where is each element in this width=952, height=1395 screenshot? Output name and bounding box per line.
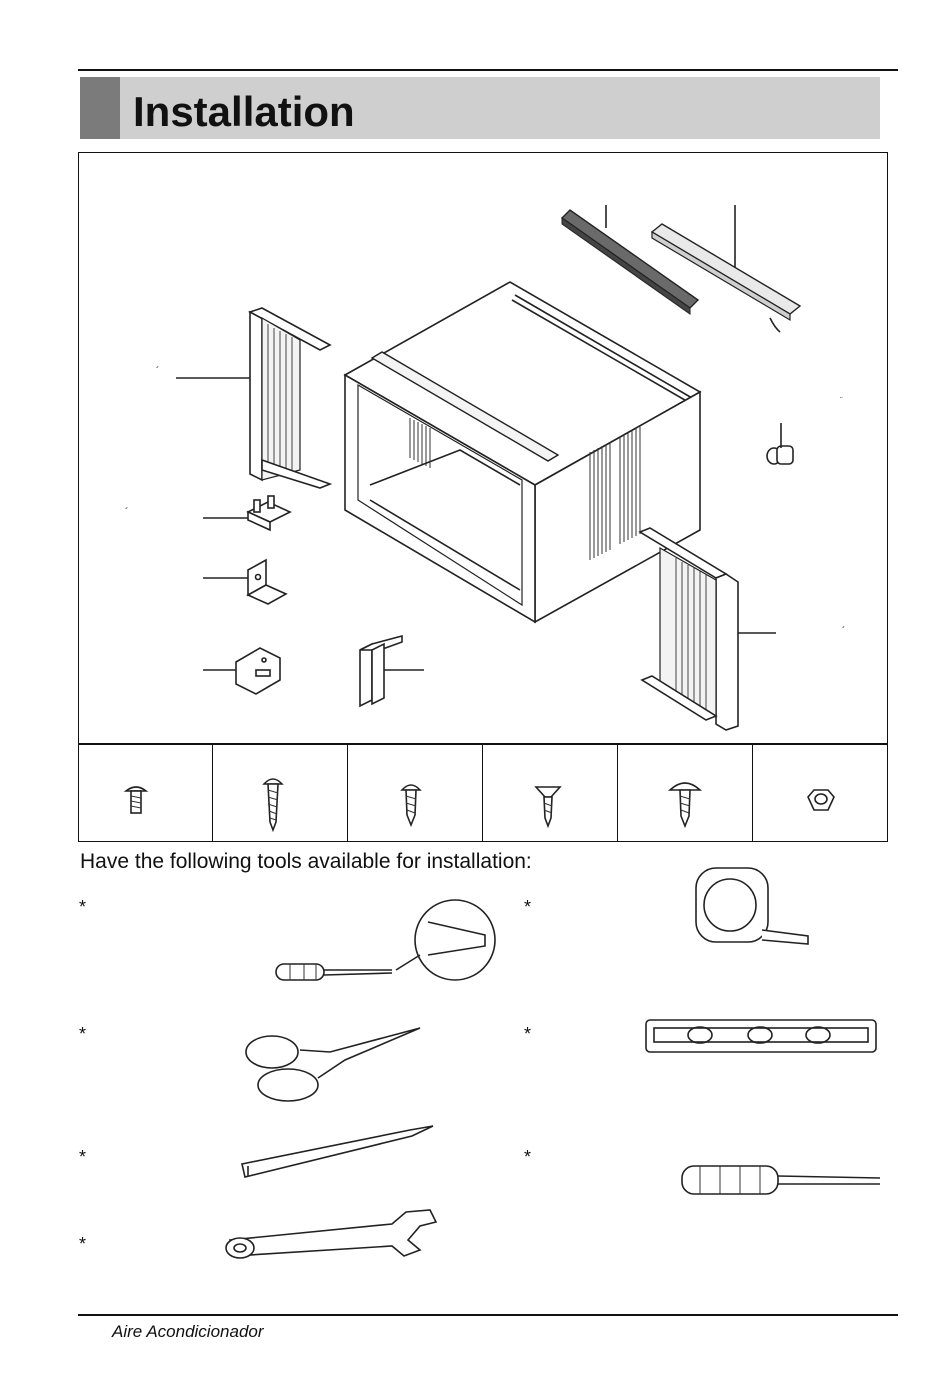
tool-bullet-2: *	[79, 1024, 87, 1044]
tool-bullet-5: *	[524, 897, 532, 917]
frame-bracket	[248, 496, 290, 530]
tool-bullet-3: *	[79, 1147, 87, 1167]
screw-type-e-icon	[670, 783, 700, 826]
bottom-rule	[78, 1314, 898, 1316]
pencil-icon	[242, 1126, 433, 1177]
hex-nut-icon	[808, 790, 834, 810]
tool-bullet-6: *	[524, 1024, 532, 1044]
svg-text:´: ´	[125, 507, 129, 518]
screw-type-a-icon	[126, 787, 146, 813]
tape-measure-icon	[696, 868, 808, 944]
footer-product-name: Aire Acondicionador	[112, 1322, 264, 1341]
level-icon	[646, 1020, 876, 1052]
screw-type-d-icon	[536, 787, 560, 826]
tool-bullet-1: *	[79, 897, 87, 917]
angle-bracket	[248, 560, 286, 604]
screw-type-c-icon	[402, 785, 420, 825]
svg-text:¨: ¨	[840, 396, 843, 405]
scissors-icon	[246, 1028, 420, 1101]
support-bracket	[360, 636, 402, 706]
sill-bracket	[236, 648, 280, 694]
left-curtain-frame	[250, 308, 330, 488]
page-title: Installation	[133, 88, 355, 135]
svg-text:´: ´	[842, 626, 846, 637]
right-curtain-frame	[640, 528, 738, 730]
cabinet	[345, 282, 700, 622]
svg-text:´: ´	[156, 366, 160, 377]
screw-type-b-icon	[264, 779, 282, 830]
foam-seal-strip	[562, 210, 698, 314]
tool-bullet-4: *	[79, 1234, 87, 1254]
tool-bullet-7: *	[524, 1147, 532, 1167]
flat-screwdriver-icon	[682, 1166, 880, 1194]
adjustable-wrench-icon	[226, 1210, 436, 1258]
phillips-screwdriver-icon	[276, 900, 495, 980]
mounting-screw-part	[767, 446, 793, 464]
sash-seal-strip	[652, 224, 800, 332]
tools-heading: Have the following tools available for installation:	[80, 850, 532, 873]
